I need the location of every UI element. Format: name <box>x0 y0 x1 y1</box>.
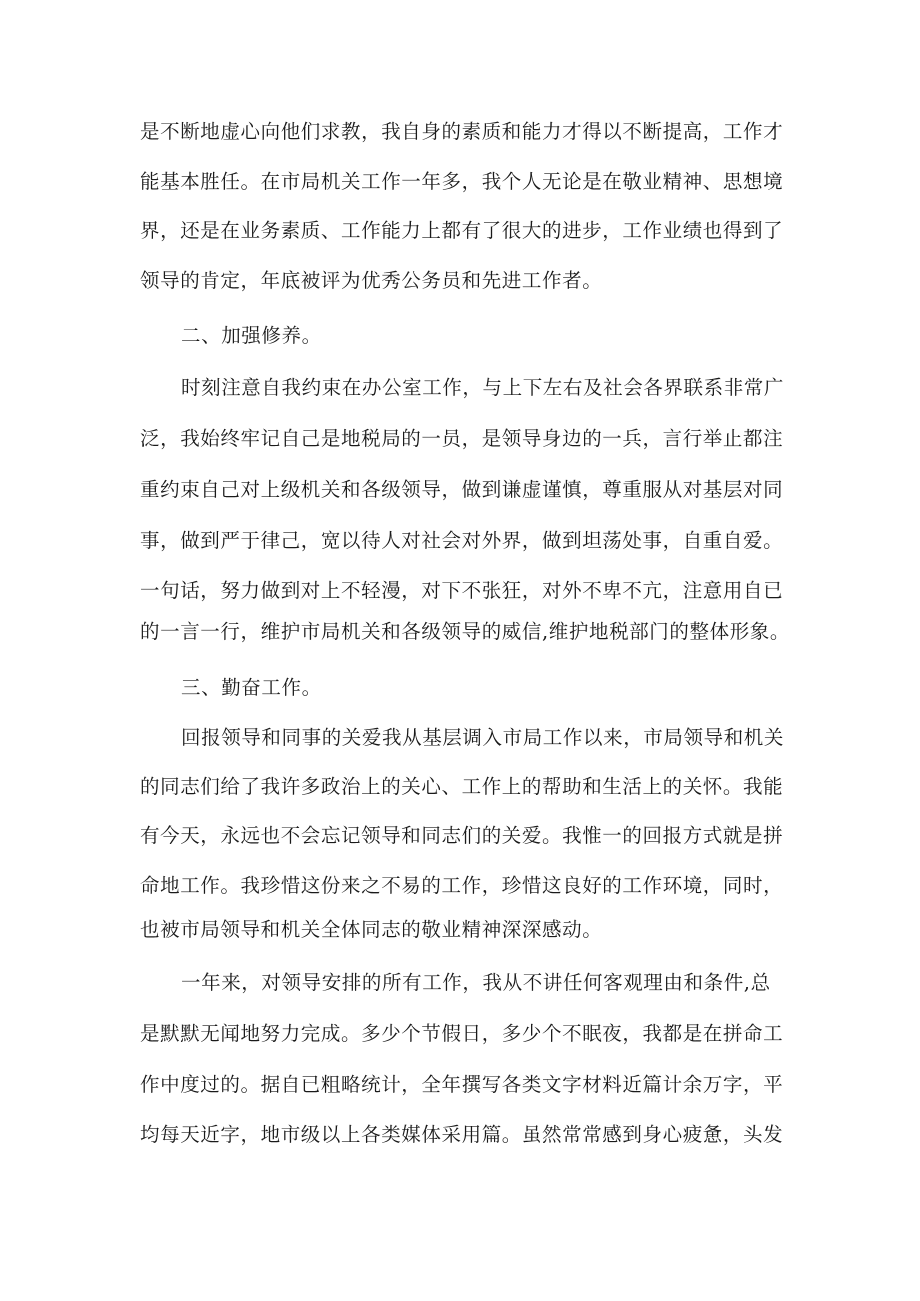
paragraph-2-line-3: 重约束自己对上级机关和各级领导，做到谦虚谨慎，尊重服从对基层对同 <box>140 478 784 501</box>
paragraph-1-line-2: 能基本胜任。在市局机关工作一年多，我个人无论是在敬业精神、思想境 <box>140 170 784 193</box>
section-heading-3: 三、勤奋工作。 <box>181 676 322 699</box>
paragraph-3-line-3: 有今天，永远也不会忘记领导和同志们的关爱。我惟一的回报方式就是拼 <box>140 824 784 847</box>
paragraph-3-line-4: 命地工作。我珍惜这份来之不易的工作，珍惜这良好的工作环境，同时， <box>140 874 784 897</box>
paragraph-4-line-3: 作中度过的。据自已粗略统计，全年撰写各类文字材料近篇计余万字，平 <box>140 1073 784 1096</box>
section-heading-2: 二、加强修养。 <box>181 324 322 347</box>
paragraph-1-line-3: 界，还是在业务素质、工作能力上都有了很大的进步，工作业绩也得到了 <box>140 219 784 242</box>
paragraph-3-line-2: 的同志们给了我许多政治上的关心、工作上的帮助和生活上的关怀。我能 <box>140 775 784 798</box>
paragraph-2-line-6: 的一言一行，维护市局机关和各级领导的威信,维护地税部门的整体形象。 <box>140 620 790 643</box>
paragraph-2-line-4: 事，做到严于律己，宽以待人对社会对外界，做到坦荡处事，自重自爱。 <box>140 529 784 552</box>
paragraph-2-line-1: 时刻注意自我约束在办公室工作，与上下左右及社会各界联系非常广 <box>181 376 785 399</box>
paragraph-2-line-5: 一句话，努力做到对上不轻漫，对下不张狂，对外不卑不亢，注意用自已 <box>140 579 784 602</box>
paragraph-1-line-1: 是不断地虚心向他们求教，我自身的素质和能力才得以不断提高，工作才 <box>140 120 784 143</box>
paragraph-4-line-2: 是默默无闻地努力完成。多少个节假日，多少个不眠夜，我都是在拼命工 <box>140 1022 784 1045</box>
paragraph-3-line-5: 也被市局领导和机关全体同志的敬业精神深深感动。 <box>140 918 603 941</box>
paragraph-2-line-2: 泛，我始终牢记自己是地税局的一员，是领导身边的一兵，言行举止都注 <box>140 427 784 450</box>
paragraph-1-line-4: 领导的肯定，年底被评为优秀公务员和先进工作者。 <box>140 269 603 292</box>
paragraph-3-line-1: 回报领导和同事的关爱我从基层调入市局工作以来，市局领导和机关 <box>181 726 785 749</box>
paragraph-4-line-1: 一年来，对领导安排的所有工作，我从不讲任何客观理由和条件,总 <box>181 971 771 994</box>
paragraph-4-line-4: 均每天近字，地市级以上各类媒体采用篇。虽然常常感到身心疲惫，头发 <box>140 1123 784 1146</box>
